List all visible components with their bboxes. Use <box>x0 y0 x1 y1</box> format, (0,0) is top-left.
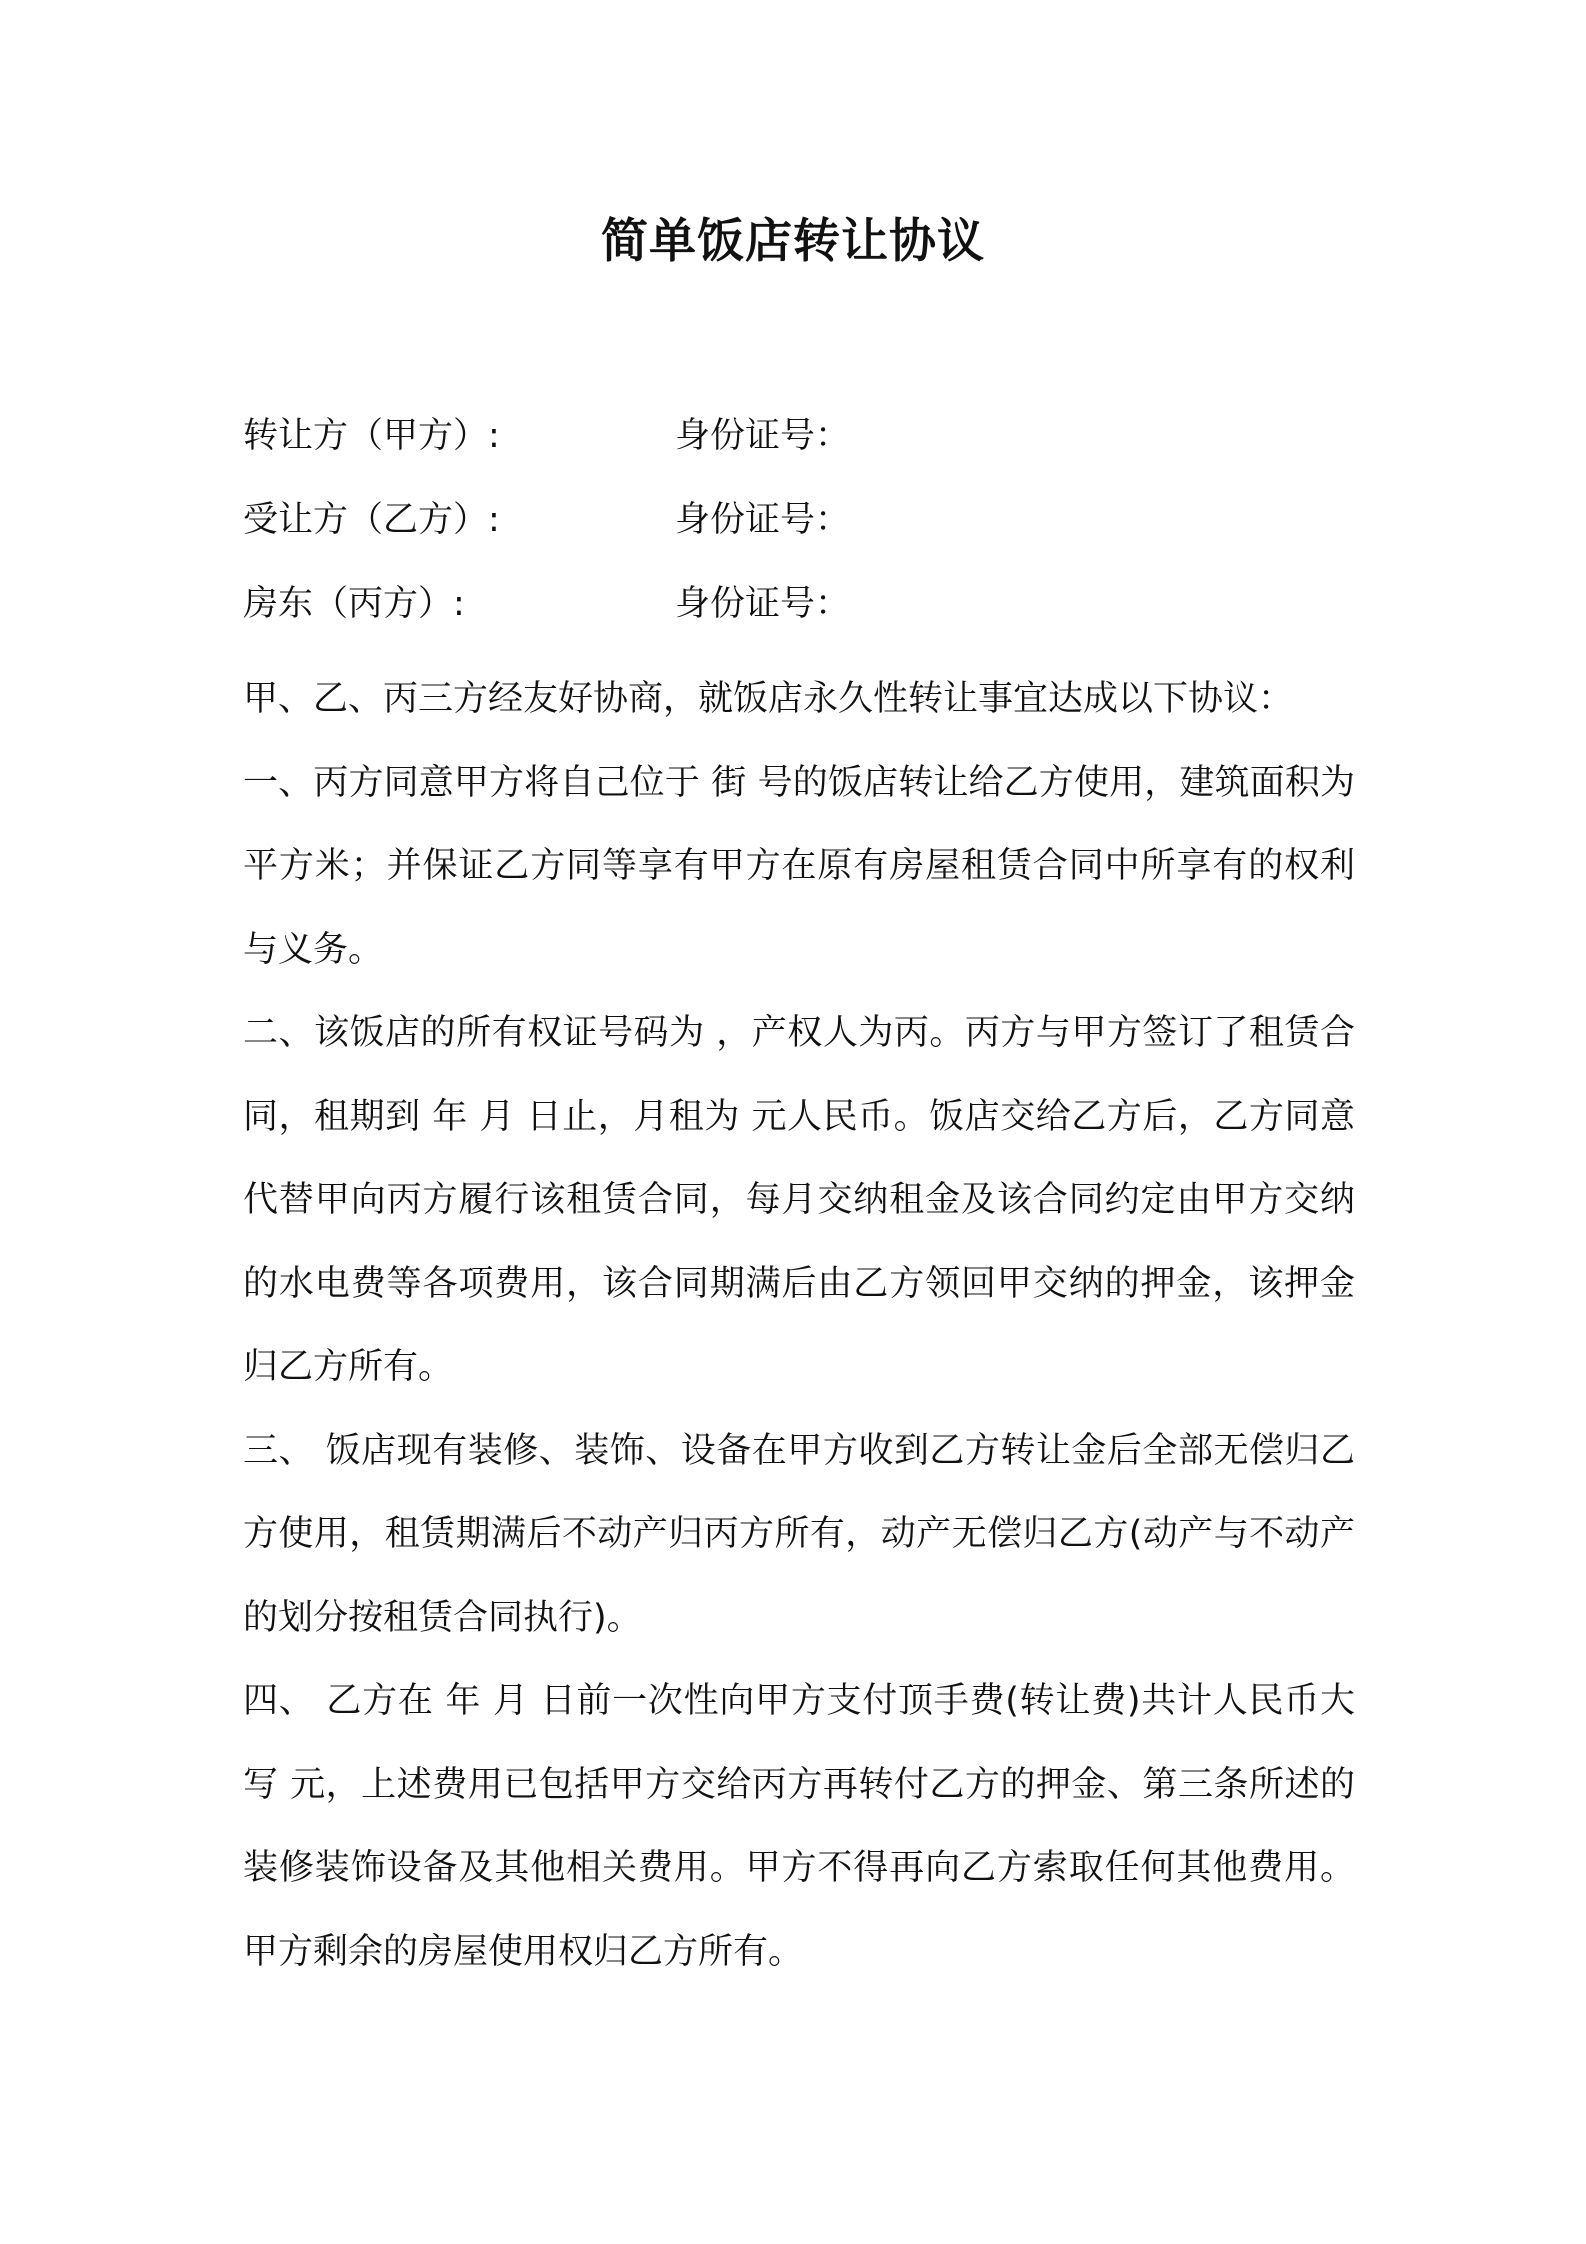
landlord-id-label: 身份证号： <box>675 584 851 624</box>
intro-paragraph: 甲、乙、丙三方经友好协商，就饭店永久性转让事宜达成以下协议： <box>243 679 1294 719</box>
agreement-body <box>243 658 1355 1994</box>
party-row-transferee <box>243 490 1373 550</box>
clause-1: 一、丙方同意甲方将自己位于 街 号的饭店转让给乙方使用，建筑面积为 平方米；并保证乙方同等享有甲方在原有房屋租赁合同中所享有的权利与义务。 <box>243 762 1355 970</box>
transferee-id-label: 身份证号： <box>675 500 851 540</box>
document-title: 简单饭店转让协议 <box>601 214 985 269</box>
clause-2: 二、该饭店的所有权证号码为 ，产权人为丙。丙方与甲方签订了租赁合同，租期到 年 月 日止，月租为 元人民币。饭店交给乙方后，乙方同意代替甲向丙方履行该租赁合同，每月交纳租金及该合同约定由甲方交纳的水电费等各项费用，该合同期满后由乙方领回甲交纳的押金，该押金归乙方所有。 <box>243 1013 1355 1387</box>
landlord-label: 房东（丙方）: <box>243 584 465 624</box>
transferor-label: 转让方（甲方）: <box>243 416 500 456</box>
transferee-label: 受让方（乙方）: <box>243 500 500 540</box>
transferor-id-label: 身份证号： <box>675 416 851 456</box>
party-row-landlord <box>243 574 1373 634</box>
clause-4: 四、 乙方在 年 月 日前一次性向甲方支付顶手费(转让费)共计人民币大写 元，上述费用已包括甲方交给丙方再转付乙方的押金、第三条所述的装修装饰设备及其他相关费用。甲方不得再向乙方索取任何其他费用。甲方剩余的房屋使用权归乙方所有。 <box>243 1681 1355 1972</box>
party-row-transferor <box>243 406 1373 466</box>
clause-3: 三、 饭店现有装修、装饰、设备在甲方收到乙方转让金后全部无偿归乙方使用，租赁期满后不动产归丙方所有，动产无偿归乙方(动产与不动产的划分按租赁合同执行)。 <box>243 1430 1355 1638</box>
